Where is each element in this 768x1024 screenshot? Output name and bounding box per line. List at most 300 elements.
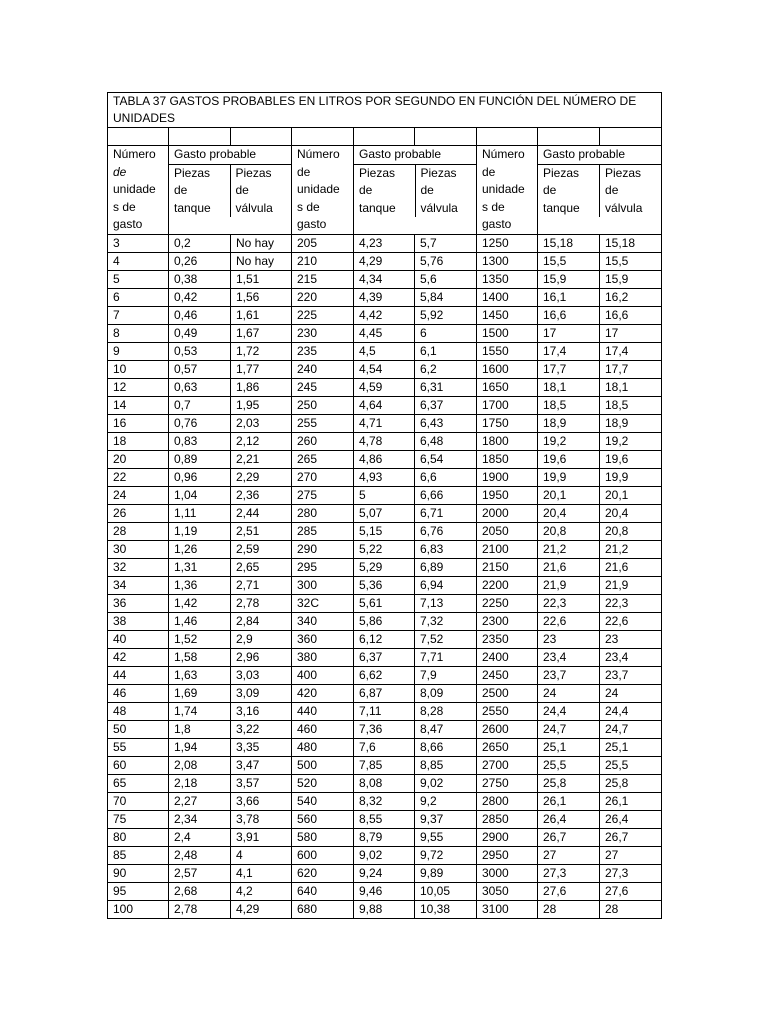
table-cell: 16,1	[538, 288, 600, 306]
table-cell: 4,2	[231, 882, 292, 900]
table-cell: 2200	[477, 576, 538, 594]
table-cell: 4	[231, 846, 292, 864]
header-numero-unidades-line: s de	[297, 199, 320, 214]
table-cell: 9,89	[415, 864, 477, 882]
table-cell: 24	[108, 486, 169, 504]
table-cell: 15,9	[600, 270, 662, 288]
table-cell: 2,96	[231, 648, 292, 666]
table-cell: 21,9	[600, 576, 662, 594]
table-cell: 4,1	[231, 864, 292, 882]
table-cell: 19,2	[600, 432, 662, 450]
table-cell: 5,84	[415, 288, 477, 306]
table-row	[108, 540, 662, 558]
table-cell: 8,28	[415, 702, 477, 720]
table-cell: 6,71	[415, 504, 477, 522]
table-cell: 24,4	[600, 702, 662, 720]
table-cell: 17	[600, 324, 662, 342]
table-cell: 21,6	[538, 558, 600, 576]
table-cell: 2800	[477, 792, 538, 810]
table-cell: 0,63	[169, 378, 231, 396]
table-cell: 26	[108, 504, 169, 522]
table-cell: 1,63	[169, 666, 231, 684]
table-cell: 22,3	[538, 594, 600, 612]
header-gasto-probable-label: Gasto probable	[359, 147, 442, 161]
table-cell: 4,71	[354, 414, 415, 432]
table-cell: 0,38	[169, 270, 231, 288]
table-cell: 18,9	[600, 414, 662, 432]
table-cell: 2700	[477, 756, 538, 774]
table-cell: 19,6	[600, 450, 662, 468]
table-cell: 20,4	[538, 504, 600, 522]
table-cell: 4,45	[354, 324, 415, 342]
table-cell: 2850	[477, 810, 538, 828]
table-row	[108, 900, 662, 918]
table-cell: 18,1	[538, 378, 600, 396]
table-cell: 34	[108, 576, 169, 594]
table-cell: 1800	[477, 432, 538, 450]
table-cell: 3,91	[231, 828, 292, 846]
header-piezas-tanque-line: Piezas	[359, 165, 396, 180]
table-cell: 3,09	[231, 684, 292, 702]
table-cell: 205	[292, 234, 354, 252]
table-cell: 245	[292, 378, 354, 396]
table-cell: 210	[292, 252, 354, 270]
table-row	[108, 702, 662, 720]
header-piezas-valvula	[416, 165, 477, 218]
header-numero-unidades-line: de	[113, 164, 127, 179]
table-cell: 18,5	[600, 396, 662, 414]
table-cell: 460	[292, 720, 354, 738]
header-numero-unidades	[108, 146, 169, 235]
table-cell: 360	[292, 630, 354, 648]
table-cell: 4,93	[354, 468, 415, 486]
table-cell: 27	[600, 846, 662, 864]
table-cell: 95	[108, 882, 169, 900]
table-cell: 540	[292, 792, 354, 810]
table-cell: 17	[538, 324, 600, 342]
header-piezas-valvula	[231, 165, 292, 218]
table-cell: 4,34	[354, 270, 415, 288]
table-cell: 400	[292, 666, 354, 684]
table-cell: 0,96	[169, 468, 231, 486]
table-cell: 1250	[477, 234, 538, 252]
table-cell: 21,6	[600, 558, 662, 576]
table-cell: 15,18	[538, 234, 600, 252]
table-cell: 580	[292, 828, 354, 846]
table-cell: 42	[108, 648, 169, 666]
table-cell: 32C	[292, 594, 354, 612]
table-row	[108, 306, 662, 324]
table-cell: 23	[538, 630, 600, 648]
table-cell: 8,47	[415, 720, 477, 738]
table-cell: 27,6	[600, 882, 662, 900]
table-cell: 18,9	[538, 414, 600, 432]
table-cell: 7	[108, 306, 169, 324]
table-cell: 23,4	[538, 648, 600, 666]
gastos-probables-table	[107, 92, 662, 919]
table-cell: 8,08	[354, 774, 415, 792]
table-cell: 85	[108, 846, 169, 864]
table-cell: 26,1	[600, 792, 662, 810]
table-cell: 1,19	[169, 522, 231, 540]
table-cell: 7,9	[415, 666, 477, 684]
table-cell: 24,7	[600, 720, 662, 738]
table-cell: 600	[292, 846, 354, 864]
table-cell: 1,46	[169, 612, 231, 630]
table-title: TABLA 37 GASTOS PROBABLES EN LITROS POR SEGUNDO EN FUNCIÓN DEL NÚMERO DE UNIDADES	[108, 93, 662, 128]
table-cell: 1,74	[169, 702, 231, 720]
table-cell: 7,32	[415, 612, 477, 630]
table-cell: 5,76	[415, 252, 477, 270]
table-cell: 17,7	[600, 360, 662, 378]
table-cell: 1,42	[169, 594, 231, 612]
table-cell: 1900	[477, 468, 538, 486]
table-cell: 6,1	[415, 342, 477, 360]
table-cell: 8,66	[415, 738, 477, 756]
table-cell: 480	[292, 738, 354, 756]
table-cell: 220	[292, 288, 354, 306]
table-cell: 2,27	[169, 792, 231, 810]
table-cell: 9,46	[354, 882, 415, 900]
header-numero-unidades-line: de	[297, 164, 311, 179]
table-cell: 290	[292, 540, 354, 558]
table-cell: 6,2	[415, 360, 477, 378]
table-cell: 7,13	[415, 594, 477, 612]
table-cell: 2550	[477, 702, 538, 720]
table-cell: 25,5	[600, 756, 662, 774]
table-cell: 22,6	[538, 612, 600, 630]
table-cell: 7,11	[354, 702, 415, 720]
table-cell: 0,46	[169, 306, 231, 324]
table-row	[108, 396, 662, 414]
table-cell: 7,85	[354, 756, 415, 774]
table-cell: 55	[108, 738, 169, 756]
table-cell: 20	[108, 450, 169, 468]
table-cell: 5,7	[415, 234, 477, 252]
table-cell: 1,67	[231, 324, 292, 342]
table-cell: 2,08	[169, 756, 231, 774]
table-cell: 46	[108, 684, 169, 702]
table-cell: 500	[292, 756, 354, 774]
table-cell: 2,71	[231, 576, 292, 594]
table-cell: 10,38	[415, 900, 477, 918]
table-cell: 0,57	[169, 360, 231, 378]
table-cell: 2,51	[231, 522, 292, 540]
table-cell: 2450	[477, 666, 538, 684]
table-cell: 1,11	[169, 504, 231, 522]
table-cell: 15,18	[600, 234, 662, 252]
table-cell: 340	[292, 612, 354, 630]
table-cell: 1600	[477, 360, 538, 378]
table-cell: 1,95	[231, 396, 292, 414]
table-cell: 16,6	[538, 306, 600, 324]
table-cell: 5	[108, 270, 169, 288]
table-cell: 8,79	[354, 828, 415, 846]
table-cell: 1850	[477, 450, 538, 468]
table-cell: 28	[600, 900, 662, 918]
table-cell: 15,5	[600, 252, 662, 270]
header-gasto-probable-label: Gasto probable	[543, 147, 626, 161]
table-row	[108, 594, 662, 612]
table-cell: 38	[108, 612, 169, 630]
table-cell: 23,7	[538, 666, 600, 684]
table-cell: 24,4	[538, 702, 600, 720]
header-piezas-tanque-line: Piezas	[174, 165, 211, 180]
table-cell: 6,76	[415, 522, 477, 540]
header-gasto-probable	[169, 146, 292, 235]
table-cell: 40	[108, 630, 169, 648]
table-cell: 9,24	[354, 864, 415, 882]
header-piezas-valvula-line: de	[420, 183, 434, 197]
table-cell: 250	[292, 396, 354, 414]
table-cell: 560	[292, 810, 354, 828]
header-numero-unidades-line: Número	[113, 147, 156, 161]
table-cell: 1,52	[169, 630, 231, 648]
table-row	[108, 864, 662, 882]
table-cell: 23,7	[600, 666, 662, 684]
table-cell: 1,04	[169, 486, 231, 504]
table-cell: 9,02	[415, 774, 477, 792]
table-cell: 2,18	[169, 774, 231, 792]
table-cell: 100	[108, 900, 169, 918]
table-cell: 2,21	[231, 450, 292, 468]
table-cell: 12	[108, 378, 169, 396]
table-row	[108, 882, 662, 900]
table-cell: 17,7	[538, 360, 600, 378]
table-cell: 6,31	[415, 378, 477, 396]
header-numero-unidades-line: Número	[297, 147, 340, 161]
table-cell: 3100	[477, 900, 538, 918]
table-cell: 5,29	[354, 558, 415, 576]
table-cell: 19,9	[600, 468, 662, 486]
table-cell: 0,2	[169, 234, 231, 252]
header-piezas-tanque-line: tanque	[174, 200, 211, 215]
table-cell: 6	[415, 324, 477, 342]
table-cell: 1,94	[169, 738, 231, 756]
table-row	[108, 270, 662, 288]
table-row	[108, 774, 662, 792]
header-numero-unidades-line: de	[482, 164, 496, 179]
table-cell: 48	[108, 702, 169, 720]
table-cell: 14	[108, 396, 169, 414]
table-cell: 7,36	[354, 720, 415, 738]
table-cell: 1350	[477, 270, 538, 288]
table-cell: 2950	[477, 846, 538, 864]
table-cell: 3,78	[231, 810, 292, 828]
table-cell: 640	[292, 882, 354, 900]
table-cell: 255	[292, 414, 354, 432]
table-cell: 5,22	[354, 540, 415, 558]
table-row	[108, 756, 662, 774]
table-cell: 2,57	[169, 864, 231, 882]
table-cell: 4,86	[354, 450, 415, 468]
table-cell: 0,83	[169, 432, 231, 450]
table-cell: 5,61	[354, 594, 415, 612]
table-cell: 2000	[477, 504, 538, 522]
table-cell: 18	[108, 432, 169, 450]
table-cell: 9,88	[354, 900, 415, 918]
header-numero-unidades-line: s de	[113, 199, 136, 214]
table-cell: 2,12	[231, 432, 292, 450]
table-cell: 2,44	[231, 504, 292, 522]
table-cell: 27,3	[538, 864, 600, 882]
header-piezas-valvula-line: de	[235, 183, 249, 197]
table-row	[108, 828, 662, 846]
table-cell: 2,84	[231, 612, 292, 630]
table-cell: 26,4	[538, 810, 600, 828]
table-cell: 2,59	[231, 540, 292, 558]
header-piezas-valvula-line: Piezas	[420, 165, 457, 180]
table-cell: 680	[292, 900, 354, 918]
table-cell: 7,52	[415, 630, 477, 648]
table-cell: 28	[538, 900, 600, 918]
table-cell: 20,1	[538, 486, 600, 504]
header-piezas-tanque	[354, 165, 416, 218]
table-cell: 270	[292, 468, 354, 486]
header-piezas-tanque-line: de	[174, 183, 188, 197]
table-cell: 8,32	[354, 792, 415, 810]
table-row	[108, 612, 662, 630]
table-cell: 27,3	[600, 864, 662, 882]
table-row	[108, 360, 662, 378]
table-cell: 26,7	[600, 828, 662, 846]
table-cell: 2100	[477, 540, 538, 558]
header-numero-unidades	[292, 146, 354, 235]
table-cell: 8,85	[415, 756, 477, 774]
header-piezas-tanque-line: tanque	[359, 200, 396, 215]
table-cell: 620	[292, 864, 354, 882]
table-cell: 1,77	[231, 360, 292, 378]
table-cell: 520	[292, 774, 354, 792]
table-cell: 260	[292, 432, 354, 450]
table-cell: 2600	[477, 720, 538, 738]
table-cell: 9,02	[354, 846, 415, 864]
table-cell: 2,48	[169, 846, 231, 864]
table-row	[108, 378, 662, 396]
table-row	[108, 324, 662, 342]
table-cell: 4,29	[354, 252, 415, 270]
table-cell: 70	[108, 792, 169, 810]
header-piezas-valvula	[600, 165, 661, 218]
table-cell: 1750	[477, 414, 538, 432]
table-cell: 1650	[477, 378, 538, 396]
table-row	[108, 738, 662, 756]
table-cell: 5,15	[354, 522, 415, 540]
table-cell: 265	[292, 450, 354, 468]
table-cell: 2,78	[231, 594, 292, 612]
table-cell: 1,58	[169, 648, 231, 666]
table-cell: 10	[108, 360, 169, 378]
table-cell: 36	[108, 594, 169, 612]
table-cell: 1,51	[231, 270, 292, 288]
table-cell: 230	[292, 324, 354, 342]
table-cell: 6,6	[415, 468, 477, 486]
table-row	[108, 468, 662, 486]
table-cell: 25,5	[538, 756, 600, 774]
table-cell: 420	[292, 684, 354, 702]
table-cell: 1,26	[169, 540, 231, 558]
header-piezas-tanque	[538, 165, 600, 218]
header-numero-unidades-line: unidade	[297, 182, 340, 196]
table-cell: 80	[108, 828, 169, 846]
table-cell: 22,3	[600, 594, 662, 612]
header-gasto-probable-label: Gasto probable	[174, 147, 257, 161]
table-cell: 75	[108, 810, 169, 828]
table-cell: 275	[292, 486, 354, 504]
table-cell: 19,9	[538, 468, 600, 486]
table-cell: 1300	[477, 252, 538, 270]
table-cell: 23	[600, 630, 662, 648]
table-cell: 24	[538, 684, 600, 702]
header-piezas-valvula-line: Piezas	[235, 165, 272, 180]
table-cell: 15,5	[538, 252, 600, 270]
table-cell: 6,43	[415, 414, 477, 432]
table-cell: 8	[108, 324, 169, 342]
table-cell: 23,4	[600, 648, 662, 666]
table-row	[108, 252, 662, 270]
table-cell: 3000	[477, 864, 538, 882]
table-cell: 22	[108, 468, 169, 486]
table-row	[108, 450, 662, 468]
table-cell: 380	[292, 648, 354, 666]
header-piezas-valvula-line: de	[605, 183, 619, 197]
header-numero-unidades-line: unidade	[482, 182, 525, 196]
table-cell: 1,36	[169, 576, 231, 594]
table-cell: 2,03	[231, 414, 292, 432]
table-cell: 6,87	[354, 684, 415, 702]
header-numero-unidades-line: Número	[482, 147, 525, 161]
table-cell: 1950	[477, 486, 538, 504]
table-cell: 5,6	[415, 270, 477, 288]
table-cell: 225	[292, 306, 354, 324]
table-cell: 1,8	[169, 720, 231, 738]
table-cell: 1,56	[231, 288, 292, 306]
table-cell: 2,9	[231, 630, 292, 648]
table-cell: 2900	[477, 828, 538, 846]
table-row	[108, 792, 662, 810]
table-cell: 300	[292, 576, 354, 594]
blank-row	[108, 128, 662, 146]
table-cell: 24	[600, 684, 662, 702]
table-cell: 1550	[477, 342, 538, 360]
table-cell: 18,5	[538, 396, 600, 414]
table-cell: 4,54	[354, 360, 415, 378]
table-cell: 20,4	[600, 504, 662, 522]
table-cell: 215	[292, 270, 354, 288]
table-cell: 19,2	[538, 432, 600, 450]
table-cell: 25,8	[538, 774, 600, 792]
table-cell: 25,1	[600, 738, 662, 756]
table-cell: 28	[108, 522, 169, 540]
table-cell: 24,7	[538, 720, 600, 738]
table-row	[108, 342, 662, 360]
table-cell: 4,29	[231, 900, 292, 918]
table-cell: 9,72	[415, 846, 477, 864]
table-row	[108, 684, 662, 702]
table-cell: 0,89	[169, 450, 231, 468]
table-cell: 1,86	[231, 378, 292, 396]
table-cell: 25,1	[538, 738, 600, 756]
table-row	[108, 432, 662, 450]
table-cell: 0,53	[169, 342, 231, 360]
table-cell: 1,31	[169, 558, 231, 576]
table-cell: 3,66	[231, 792, 292, 810]
table-cell: 6,94	[415, 576, 477, 594]
table-cell: 2,78	[169, 900, 231, 918]
table-cell: 4,42	[354, 306, 415, 324]
table-cell: 6,48	[415, 432, 477, 450]
table-cell: 17,4	[600, 342, 662, 360]
